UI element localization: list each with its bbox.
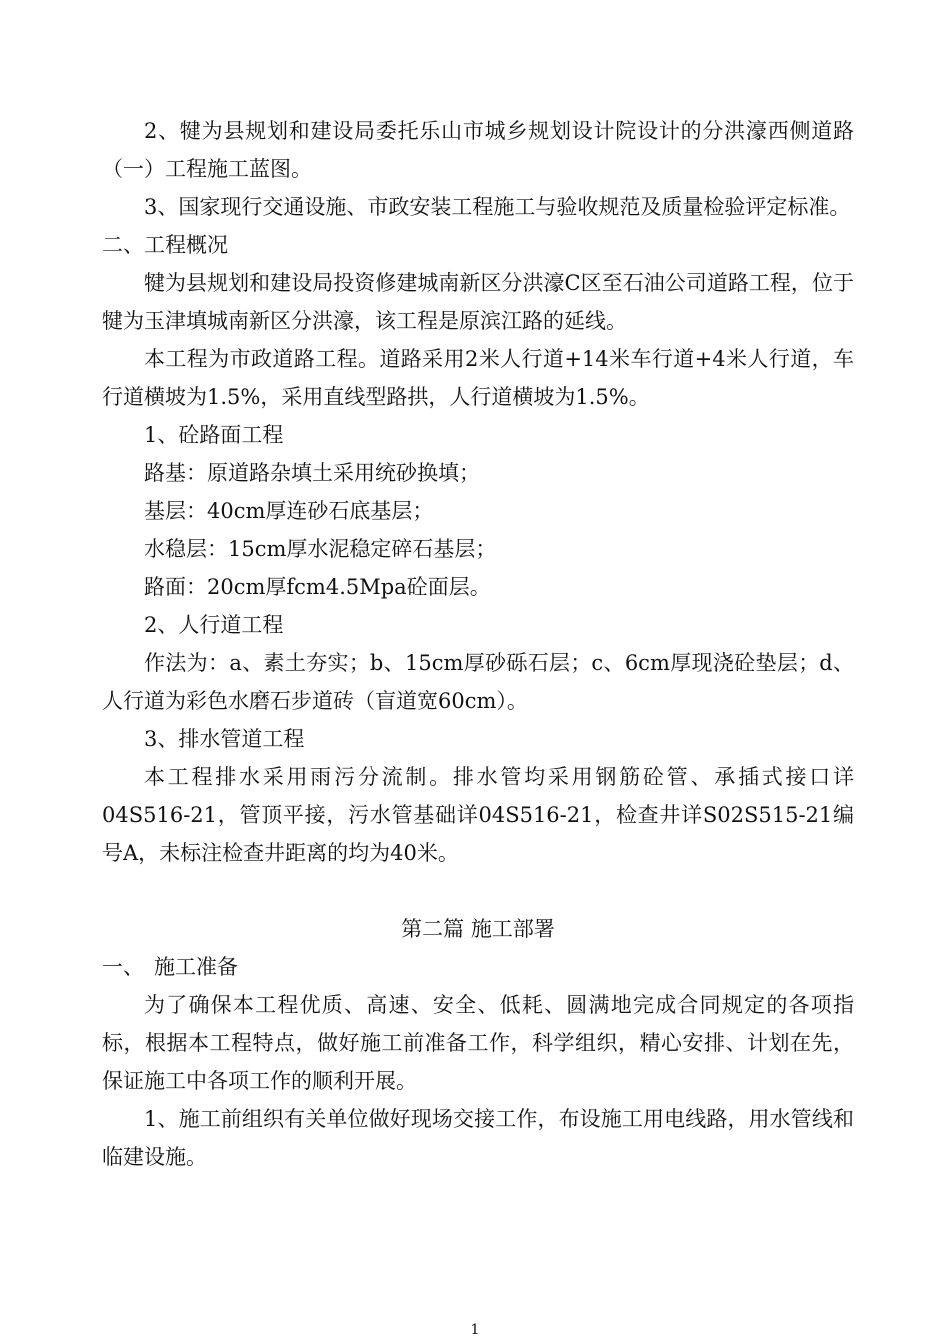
- item-base-layer: 基层：40cm厚连砂石底基层；: [144, 499, 434, 523]
- item-subgrade: 路基：原道路杂填土采用统砂换填；: [144, 461, 480, 485]
- paragraph-overview-intro: 犍为县规划和建设局投资修建城南新区分洪濠C区至石油公司道路工程，位于犍为玉津填城南新区分洪濠，该工程是原滨江路的延线。: [102, 271, 854, 333]
- paragraph-sidewalk-method: 作法为：a、素土夯实；b、15cm厚砂砾石层；c、6cm厚现浇砼垫层；d、人行道为彩色水磨石步道砖（盲道宽60cm）。: [102, 651, 854, 713]
- paragraph-drainage: 本工程排水采用雨污分流制。排水管均采用钢筋砼管、承插式接口详04S516-21，管顶平接，污水管基础详04S516-21，检查井详S02S515-21编号A，未标注检查井距离的均为40米。: [102, 765, 854, 865]
- item-surface-layer: 路面：20cm厚fcm4.5Mpa砼面层。: [144, 575, 491, 599]
- subheading-sidewalk: 2、人行道工程: [144, 613, 284, 637]
- paragraph-preparation-1: 1、施工前组织有关单位做好现场交接工作，布设施工用电线路，用水管线和临建设施。: [102, 1107, 854, 1169]
- blank-line: [102, 872, 854, 910]
- page-number: 1: [470, 1322, 480, 1338]
- item-stabilized-layer: 水稳层：15cm厚水泥稳定碎石基层；: [144, 537, 497, 561]
- subheading-pavement: 1、砼路面工程: [144, 423, 284, 447]
- section-title: 施工准备: [154, 955, 238, 979]
- paragraph-design-basis-2: 2、犍为县规划和建设局委托乐山市城乡规划设计院设计的分洪濠西侧道路（一）工程施工蓝图。: [102, 119, 854, 181]
- document-page: [102, 112, 854, 1176]
- chapter-title: 第二篇 施工部署: [401, 917, 555, 941]
- subheading-drainage: 3、排水管道工程: [144, 727, 305, 751]
- paragraph-design-basis-3: 3、国家现行交通设施、市政安装工程施工与验收规范及质量检验评定标准。: [144, 195, 851, 219]
- section-number: 一、: [102, 955, 144, 979]
- section-heading-overview: 二、工程概况: [102, 233, 228, 257]
- paragraph-road-spec: 本工程为市政道路工程。道路采用2米人行道+14米车行道+4米人行道，车行道横坡为1.5%，采用直线型路拱，人行道横坡为1.5%。: [102, 347, 854, 409]
- section-heading-preparation: [102, 948, 854, 986]
- paragraph-preparation-intro: 为了确保本工程优质、高速、安全、低耗、圆满地完成合同规定的各项指标，根据本工程特点，做好施工前准备工作，科学组织，精心安排、计划在先，保证施工中各项工作的顺利开展。: [102, 993, 854, 1093]
